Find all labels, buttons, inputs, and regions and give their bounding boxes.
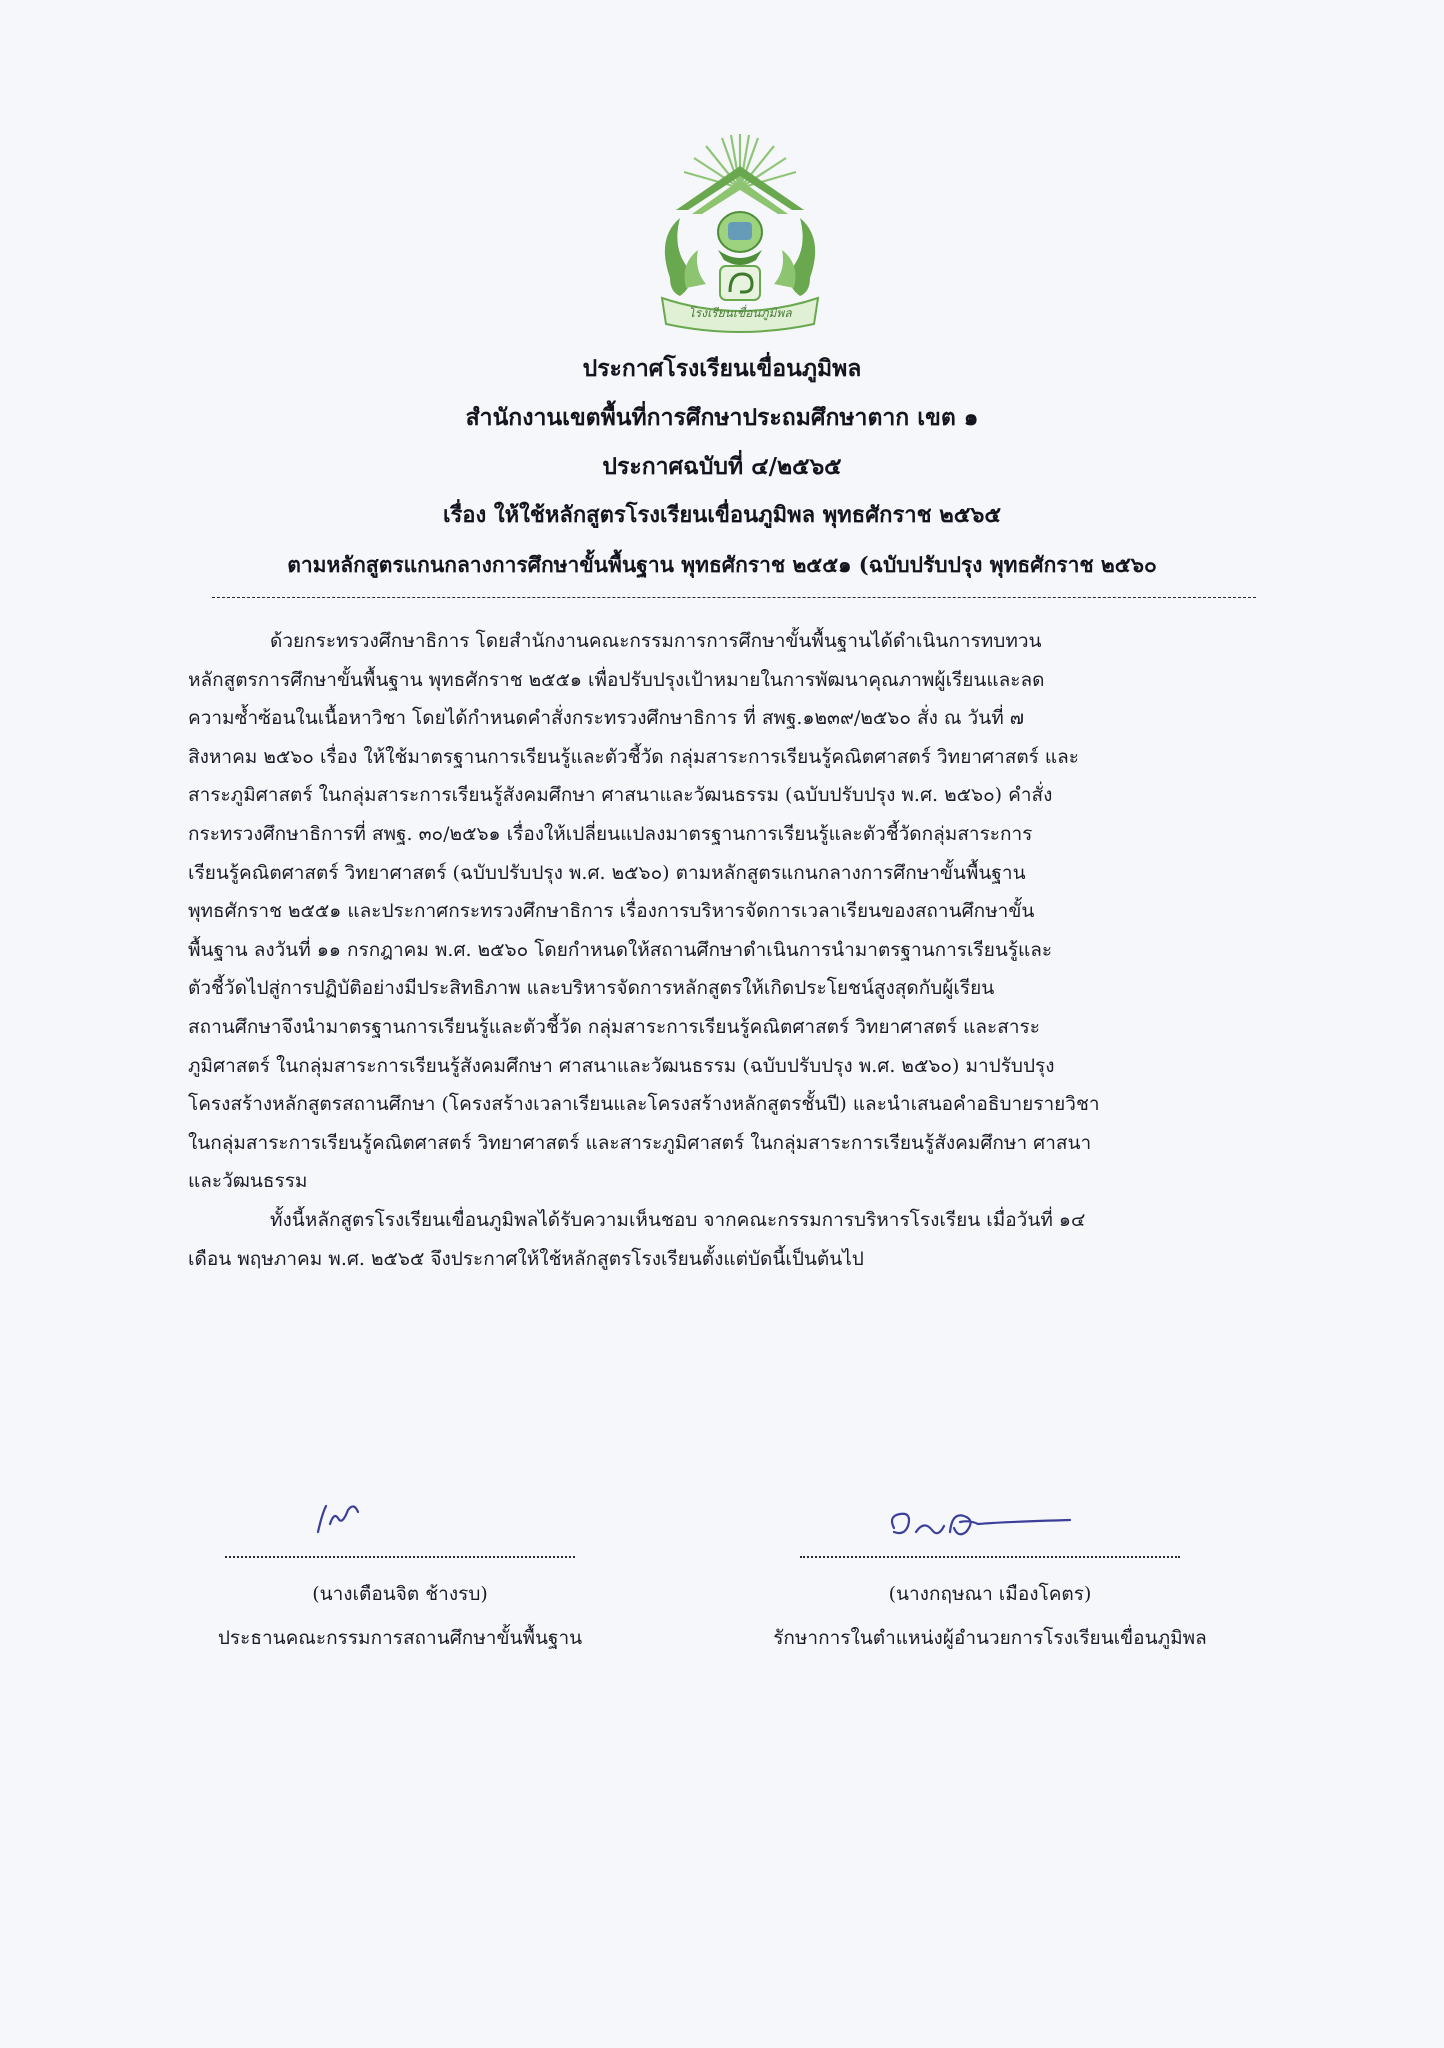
body-line: พุทธศักราช ๒๕๕๑ และประกาศกระทรวงศึกษาธิการ เรื่องการบริหารจัดการเวลาเรียนของสถานศึกษาขั้น <box>188 900 1035 923</box>
header-subject: เรื่อง ให้ใช้หลักสูตรโรงเรียนเขื่อนภูมิพล พุทธศักราช ๒๕๖๕ <box>442 502 1002 528</box>
body-line: ในกลุ่มสาระการเรียนรู้คณิตศาสตร์ วิทยาศาสตร์ และสาระภูมิศาสตร์ ในกลุ่มสาระการเรียนรู้สังคมศึกษา ศาสนา <box>188 1131 1092 1154</box>
body-line: หลักสูตรการศึกษาขั้นพื้นฐาน พุทธศักราช ๒๕๕๑ เพื่อปรับปรุงเป้าหมายในการพัฒนาคุณภาพผู้เรียนและลด <box>188 668 1045 691</box>
body-line: ด้วยกระทรวงศึกษาธิการ โดยสำนักงานคณะกรรมการการศึกษาขั้นพื้นฐานได้ดำเนินการทบทวน <box>270 630 1042 652</box>
signature-line <box>800 1536 1180 1558</box>
body-line: สาระภูมิศาสตร์ ในกลุ่มสาระการเรียนรู้สังคมศึกษา ศาสนาและวัฒนธรรม (ฉบับปรับปรุง พ.ศ. ๒๕๖๐) คำสั่ง <box>188 784 1053 807</box>
announcement-body <box>188 622 1286 1278</box>
header-number: ประกาศฉบับที่ ๔/๒๕๖๕ <box>602 453 842 480</box>
body-line: กระทรวงศึกษาธิการที่ สพฐ. ๓๐/๒๕๖๑ เรื่องให้เปลี่ยนแปลงมาตรฐานการเรียนรู้และตัวชี้วัดกลุ่มสาระการ <box>188 822 1033 845</box>
emblem-caption: โรงเรียนเขื่อนภูมิพล <box>688 306 792 320</box>
signature-right <box>720 1536 1260 1660</box>
signer-position: รักษาการในตำแหน่งผู้อำนวยการโรงเรียนเขื่อนภูมิพล <box>773 1627 1207 1649</box>
body-line: ตัวชี้วัดไปสู่การปฏิบัติอย่างมีประสิทธิภาพ และบริหารจัดการหลักสูตรให้เกิดประโยชน์สูงสุดกับผู้เรียน <box>188 977 995 1000</box>
signer-position: ประธานคณะกรรมการสถานศึกษาขั้นพื้นฐาน <box>217 1627 583 1649</box>
body-line: เดือน พฤษภาคม พ.ศ. ๒๕๖๕ จึงประกาศให้ใช้หลักสูตรโรงเรียนตั้งแต่บัดนี้เป็นต้นไป <box>188 1247 864 1270</box>
announcement-header <box>120 344 1324 589</box>
body-line: เรียนรู้คณิตศาสตร์ วิทยาศาสตร์ (ฉบับปรับปรุง พ.ศ. ๒๕๖๐) ตามหลักสูตรแกนกลางการศึกษาขั้นพื้นฐาน <box>188 861 1026 884</box>
signature-left <box>170 1536 630 1660</box>
body-line: สถานศึกษาจึงนำมาตรฐานการเรียนรู้และตัวชี้วัด กลุ่มสาระการเรียนรู้คณิตศาสตร์ วิทยาศาสตร์ และสาระ <box>188 1015 1040 1038</box>
body-line: โครงสร้างหลักสูตรสถานศึกษา (โครงสร้างเวลาเรียนและโครงสร้างหลักสูตรชั้นปี) และนำเสนอคำอธิบายรายวิชา <box>188 1093 1100 1116</box>
signer-name: (นางกฤษณา เมืองโคตร) <box>888 1583 1092 1605</box>
signature-line <box>225 1536 575 1558</box>
left-signature-mark <box>308 1492 388 1542</box>
body-line: พื้นฐาน ลงวันที่ ๑๑ กรกฎาคม พ.ศ. ๒๕๖๐ โดยกำหนดให้สถานศึกษาดำเนินการนำมาตรฐานการเรียนรู้และ <box>188 938 1053 961</box>
school-emblem <box>636 128 844 336</box>
separator-line <box>212 597 1256 598</box>
header-basis: ตามหลักสูตรแกนกลางการศึกษาขั้นพื้นฐาน พุทธศักราช ๒๕๕๑ (ฉบับปรับปรุง พุทธศักราช ๒๕๖๐ <box>287 552 1157 577</box>
body-line: ทั้งนี้หลักสูตรโรงเรียนเขื่อนภูมิพลได้รับความเห็นชอบ จากคณะกรรมการบริหารโรงเรียน เมื่อวันที่ ๑๔ <box>270 1208 1086 1231</box>
header-school: ประกาศโรงเรียนเขื่อนภูมิพล <box>582 355 862 382</box>
header-office: สำนักงานเขตพื้นที่การศึกษาประถมศึกษาตาก เขต ๑ <box>465 404 979 431</box>
body-line: และวัฒนธรรม <box>188 1170 308 1193</box>
signer-name: (นางเตือนจิต ช้างรบ) <box>312 1583 488 1605</box>
body-line: ความซ้ำซ้อนในเนื้อหาวิชา โดยได้กำหนดคำสั่งกระทรวงศึกษาธิการ ที่ สพฐ.๑๒๓๙/๒๕๖๐ สั่ง ณ วันที่ ๗ <box>188 707 1025 730</box>
body-line: สิงหาคม ๒๕๖๐ เรื่อง ให้ใช้มาตรฐานการเรียนรู้และตัวชี้วัด กลุ่มสาระการเรียนรู้คณิตศาสตร์ วิทยาศาสตร์ และ <box>188 745 1080 768</box>
body-line: ภูมิศาสตร์ ในกลุ่มสาระการเรียนรู้สังคมศึกษา ศาสนาและวัฒนธรรม (ฉบับปรับปรุง พ.ศ. ๒๕๖๐) มาปรับปรุง <box>188 1054 1055 1077</box>
